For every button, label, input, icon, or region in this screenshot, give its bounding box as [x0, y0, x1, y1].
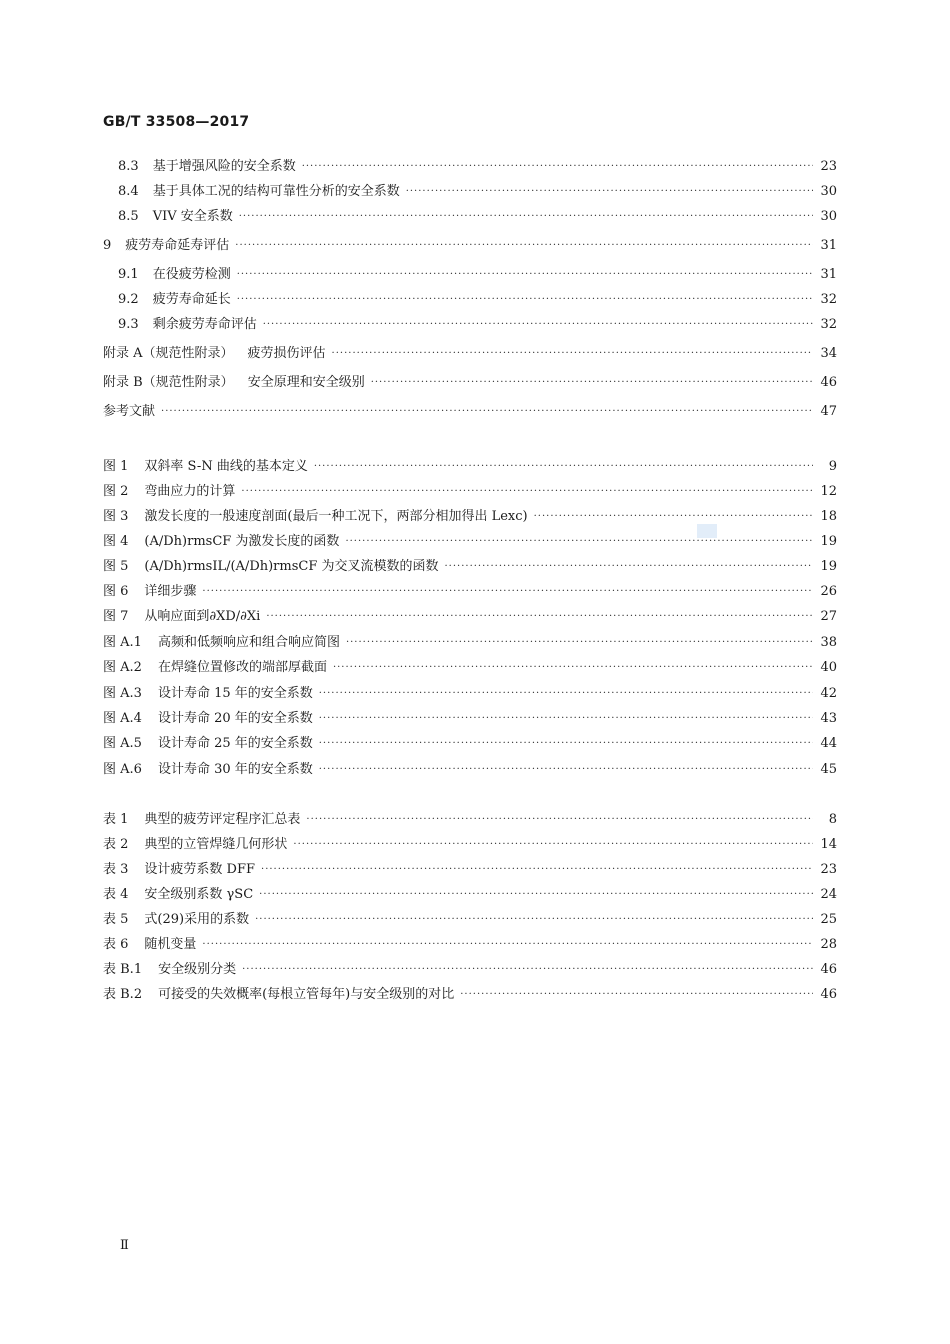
figure-page: 40	[820, 660, 837, 675]
figure-page: 19	[820, 534, 837, 549]
leader-dots	[237, 290, 813, 310]
leader-dots	[293, 835, 813, 855]
figure-entry[interactable]	[103, 684, 837, 704]
figure-entry[interactable]	[103, 557, 837, 577]
leader-dots	[237, 265, 813, 285]
toc-entry-number: 9.1	[118, 267, 139, 282]
figure-entry[interactable]	[103, 532, 837, 552]
table-title: 安全级别分类	[158, 962, 237, 977]
figure-page: 42	[820, 686, 837, 701]
toc-entry-page: 30	[820, 184, 837, 199]
figure-number: 图 A.1	[103, 635, 142, 650]
leader-dots	[332, 344, 813, 364]
table-entry[interactable]	[103, 985, 837, 1005]
toc-entry-number: 8.4	[118, 184, 139, 199]
toc-entry-page: 32	[820, 292, 837, 307]
toc-entry-title: VIV 安全系数	[152, 209, 233, 224]
figure-number: 图 6	[103, 584, 129, 599]
toc-entry-page: 31	[820, 238, 837, 253]
table-number: 表 3	[103, 862, 129, 877]
leader-dots	[319, 709, 813, 729]
table-number: 表 2	[103, 837, 129, 852]
toc-entry[interactable]	[118, 207, 837, 227]
figure-number: 图 2	[103, 484, 129, 499]
figure-title: 双斜率 S-N 曲线的基本定义	[144, 459, 308, 474]
table-title: 典型的立管焊缝几何形状	[144, 837, 288, 852]
toc-entry[interactable]	[103, 373, 837, 393]
figure-page: 9	[828, 459, 837, 474]
figure-title: 弯曲应力的计算	[144, 484, 236, 499]
table-title: 设计疲劳系数 DFF	[144, 862, 256, 877]
toc-entry[interactable]	[118, 182, 837, 202]
figure-title: 在焊缝位置修改的端部厚截面	[157, 660, 327, 675]
table-page: 14	[820, 837, 837, 852]
figure-entry[interactable]	[103, 633, 837, 653]
toc-entry-page: 46	[820, 375, 837, 390]
toc-entry-title: 参考文献	[103, 404, 156, 419]
figure-number: 图 5	[103, 559, 129, 574]
table-entry[interactable]	[103, 935, 837, 955]
leader-dots	[241, 482, 813, 502]
leader-dots	[242, 960, 813, 980]
toc-entry[interactable]	[103, 402, 837, 422]
toc-entry[interactable]	[118, 315, 837, 335]
figure-entry[interactable]	[103, 658, 837, 678]
toc-entry-page: 47	[820, 404, 837, 419]
figure-entry[interactable]	[103, 507, 837, 527]
toc-entry-number: 附录 A（规范性附录）	[103, 346, 234, 361]
table-title: 安全级别系数 γSC	[144, 887, 254, 902]
figure-title: 高频和低频响应和组合响应简图	[157, 635, 340, 650]
leader-dots	[445, 557, 814, 577]
table-entry[interactable]	[103, 910, 837, 930]
toc-entry-number: 8.5	[118, 209, 139, 224]
figure-entry[interactable]	[103, 582, 837, 602]
figure-page: 44	[820, 736, 837, 751]
figure-entry[interactable]	[103, 482, 837, 502]
toc-entry-number: 9	[103, 238, 112, 253]
leader-dots	[302, 157, 813, 177]
figure-number: 图 A.2	[103, 660, 142, 675]
figure-page: 43	[820, 711, 837, 726]
toc-entry-title: 疲劳损伤评估	[247, 346, 326, 361]
toc-entry-number: 9.2	[118, 292, 139, 307]
leader-dots	[319, 760, 813, 780]
page-number-footer: Ⅱ	[120, 1238, 129, 1253]
toc-entry-title: 基于具体工况的结构可靠性分析的安全系数	[152, 184, 400, 199]
toc-entry[interactable]	[103, 236, 837, 256]
figure-entry[interactable]	[103, 457, 837, 477]
toc-entry-title: 疲劳寿命延寿评估	[125, 238, 230, 253]
leader-dots	[255, 910, 813, 930]
figure-entry[interactable]	[103, 709, 837, 729]
toc-entry-page: 31	[820, 267, 837, 282]
leader-dots	[534, 507, 813, 527]
toc-entry-number: 9.3	[118, 317, 139, 332]
table-entry[interactable]	[103, 860, 837, 880]
figure-entry[interactable]	[103, 760, 837, 780]
leader-dots	[319, 734, 813, 754]
leader-dots	[239, 207, 813, 227]
table-page: 46	[820, 987, 837, 1002]
table-number: 表 5	[103, 912, 129, 927]
table-page: 25	[820, 912, 837, 927]
toc-entry-title: 基于增强风险的安全系数	[152, 159, 296, 174]
watermark-stamp	[697, 524, 717, 538]
figure-page: 45	[820, 762, 837, 777]
figure-number: 图 1	[103, 459, 129, 474]
table-title: 典型的疲劳评定程序汇总表	[144, 812, 301, 827]
figure-title: 设计寿命 30 年的安全系数	[157, 762, 313, 777]
leader-dots	[406, 182, 813, 202]
table-title: 式(29)采用的系数	[144, 912, 250, 927]
figure-page: 19	[820, 559, 837, 574]
table-entry[interactable]	[103, 960, 837, 980]
figure-title: (A/Dh)rmsIL/(A/Dh)rmsCF 为交叉流模数的函数	[144, 559, 439, 574]
figure-number: 图 A.5	[103, 736, 142, 751]
table-number: 表 B.2	[103, 987, 143, 1002]
leader-dots	[202, 935, 813, 955]
figure-page: 26	[820, 584, 837, 599]
figure-title: 设计寿命 15 年的安全系数	[157, 686, 313, 701]
toc-entry[interactable]	[118, 157, 837, 177]
table-entry[interactable]	[103, 885, 837, 905]
toc-entry-number: 附录 B（规范性附录）	[103, 375, 234, 390]
table-entry[interactable]	[103, 835, 837, 855]
leader-dots	[161, 402, 813, 422]
table-entry[interactable]	[103, 810, 837, 830]
toc-entry-title: 在役疲劳检测	[152, 267, 231, 282]
table-number: 表 B.1	[103, 962, 143, 977]
table-page: 24	[820, 887, 837, 902]
figure-page: 27	[820, 609, 837, 624]
leader-dots	[319, 684, 813, 704]
figure-title: 激发长度的一般速度剖面(最后一种工况下，两部分相加得出 Lexc)	[144, 509, 528, 524]
toc-entry[interactable]	[103, 344, 837, 364]
leader-dots	[346, 633, 813, 653]
toc-entry[interactable]	[118, 290, 837, 310]
figure-title: (A/Dh)rmsCF 为激发长度的函数	[144, 534, 340, 549]
figure-page: 38	[820, 635, 837, 650]
figure-title: 详细步骤	[144, 584, 197, 599]
leader-dots	[202, 582, 813, 602]
figure-number: 图 A.4	[103, 711, 142, 726]
table-page: 8	[828, 812, 837, 827]
toc-entry-page: 32	[820, 317, 837, 332]
toc-entry-number: 8.3	[118, 159, 139, 174]
table-number: 表 4	[103, 887, 129, 902]
leader-dots	[460, 985, 813, 1005]
toc-entry-page: 23	[820, 159, 837, 174]
leader-dots	[259, 885, 813, 905]
figure-number: 图 4	[103, 534, 129, 549]
table-page: 46	[820, 962, 837, 977]
table-title: 可接受的失效概率(每根立管每年)与安全级别的对比	[158, 987, 455, 1002]
document-header: GB/T 33508—2017	[103, 114, 250, 130]
leader-dots	[345, 532, 813, 552]
figure-entry[interactable]	[103, 734, 837, 754]
figure-number: 图 A.6	[103, 762, 142, 777]
leader-dots	[266, 607, 813, 627]
leader-dots	[314, 457, 813, 477]
toc-entry-title: 安全原理和安全级别	[247, 375, 365, 390]
figure-number: 图 7	[103, 609, 129, 624]
table-page: 28	[820, 937, 837, 952]
toc-entry-title: 疲劳寿命延长	[152, 292, 231, 307]
figure-entry[interactable]	[103, 607, 837, 627]
figure-number: 图 A.3	[103, 686, 142, 701]
toc-entry-page: 34	[820, 346, 837, 361]
toc-entry-page: 30	[820, 209, 837, 224]
table-page: 23	[820, 862, 837, 877]
figure-title: 设计寿命 20 年的安全系数	[157, 711, 313, 726]
table-number: 表 6	[103, 937, 129, 952]
figure-title: 从响应面到∂XD/∂Xi	[144, 609, 261, 624]
leader-dots	[263, 315, 813, 335]
figure-page: 18	[820, 509, 837, 524]
figure-number: 图 3	[103, 509, 129, 524]
table-title: 随机变量	[144, 937, 197, 952]
leader-dots	[235, 236, 813, 256]
toc-entry[interactable]	[118, 265, 837, 285]
leader-dots	[333, 658, 813, 678]
figure-title: 设计寿命 25 年的安全系数	[157, 736, 313, 751]
leader-dots	[306, 810, 813, 830]
leader-dots	[261, 860, 813, 880]
leader-dots	[371, 373, 813, 393]
figure-page: 12	[820, 484, 837, 499]
table-number: 表 1	[103, 812, 129, 827]
toc-entry-title: 剩余疲劳寿命评估	[152, 317, 257, 332]
